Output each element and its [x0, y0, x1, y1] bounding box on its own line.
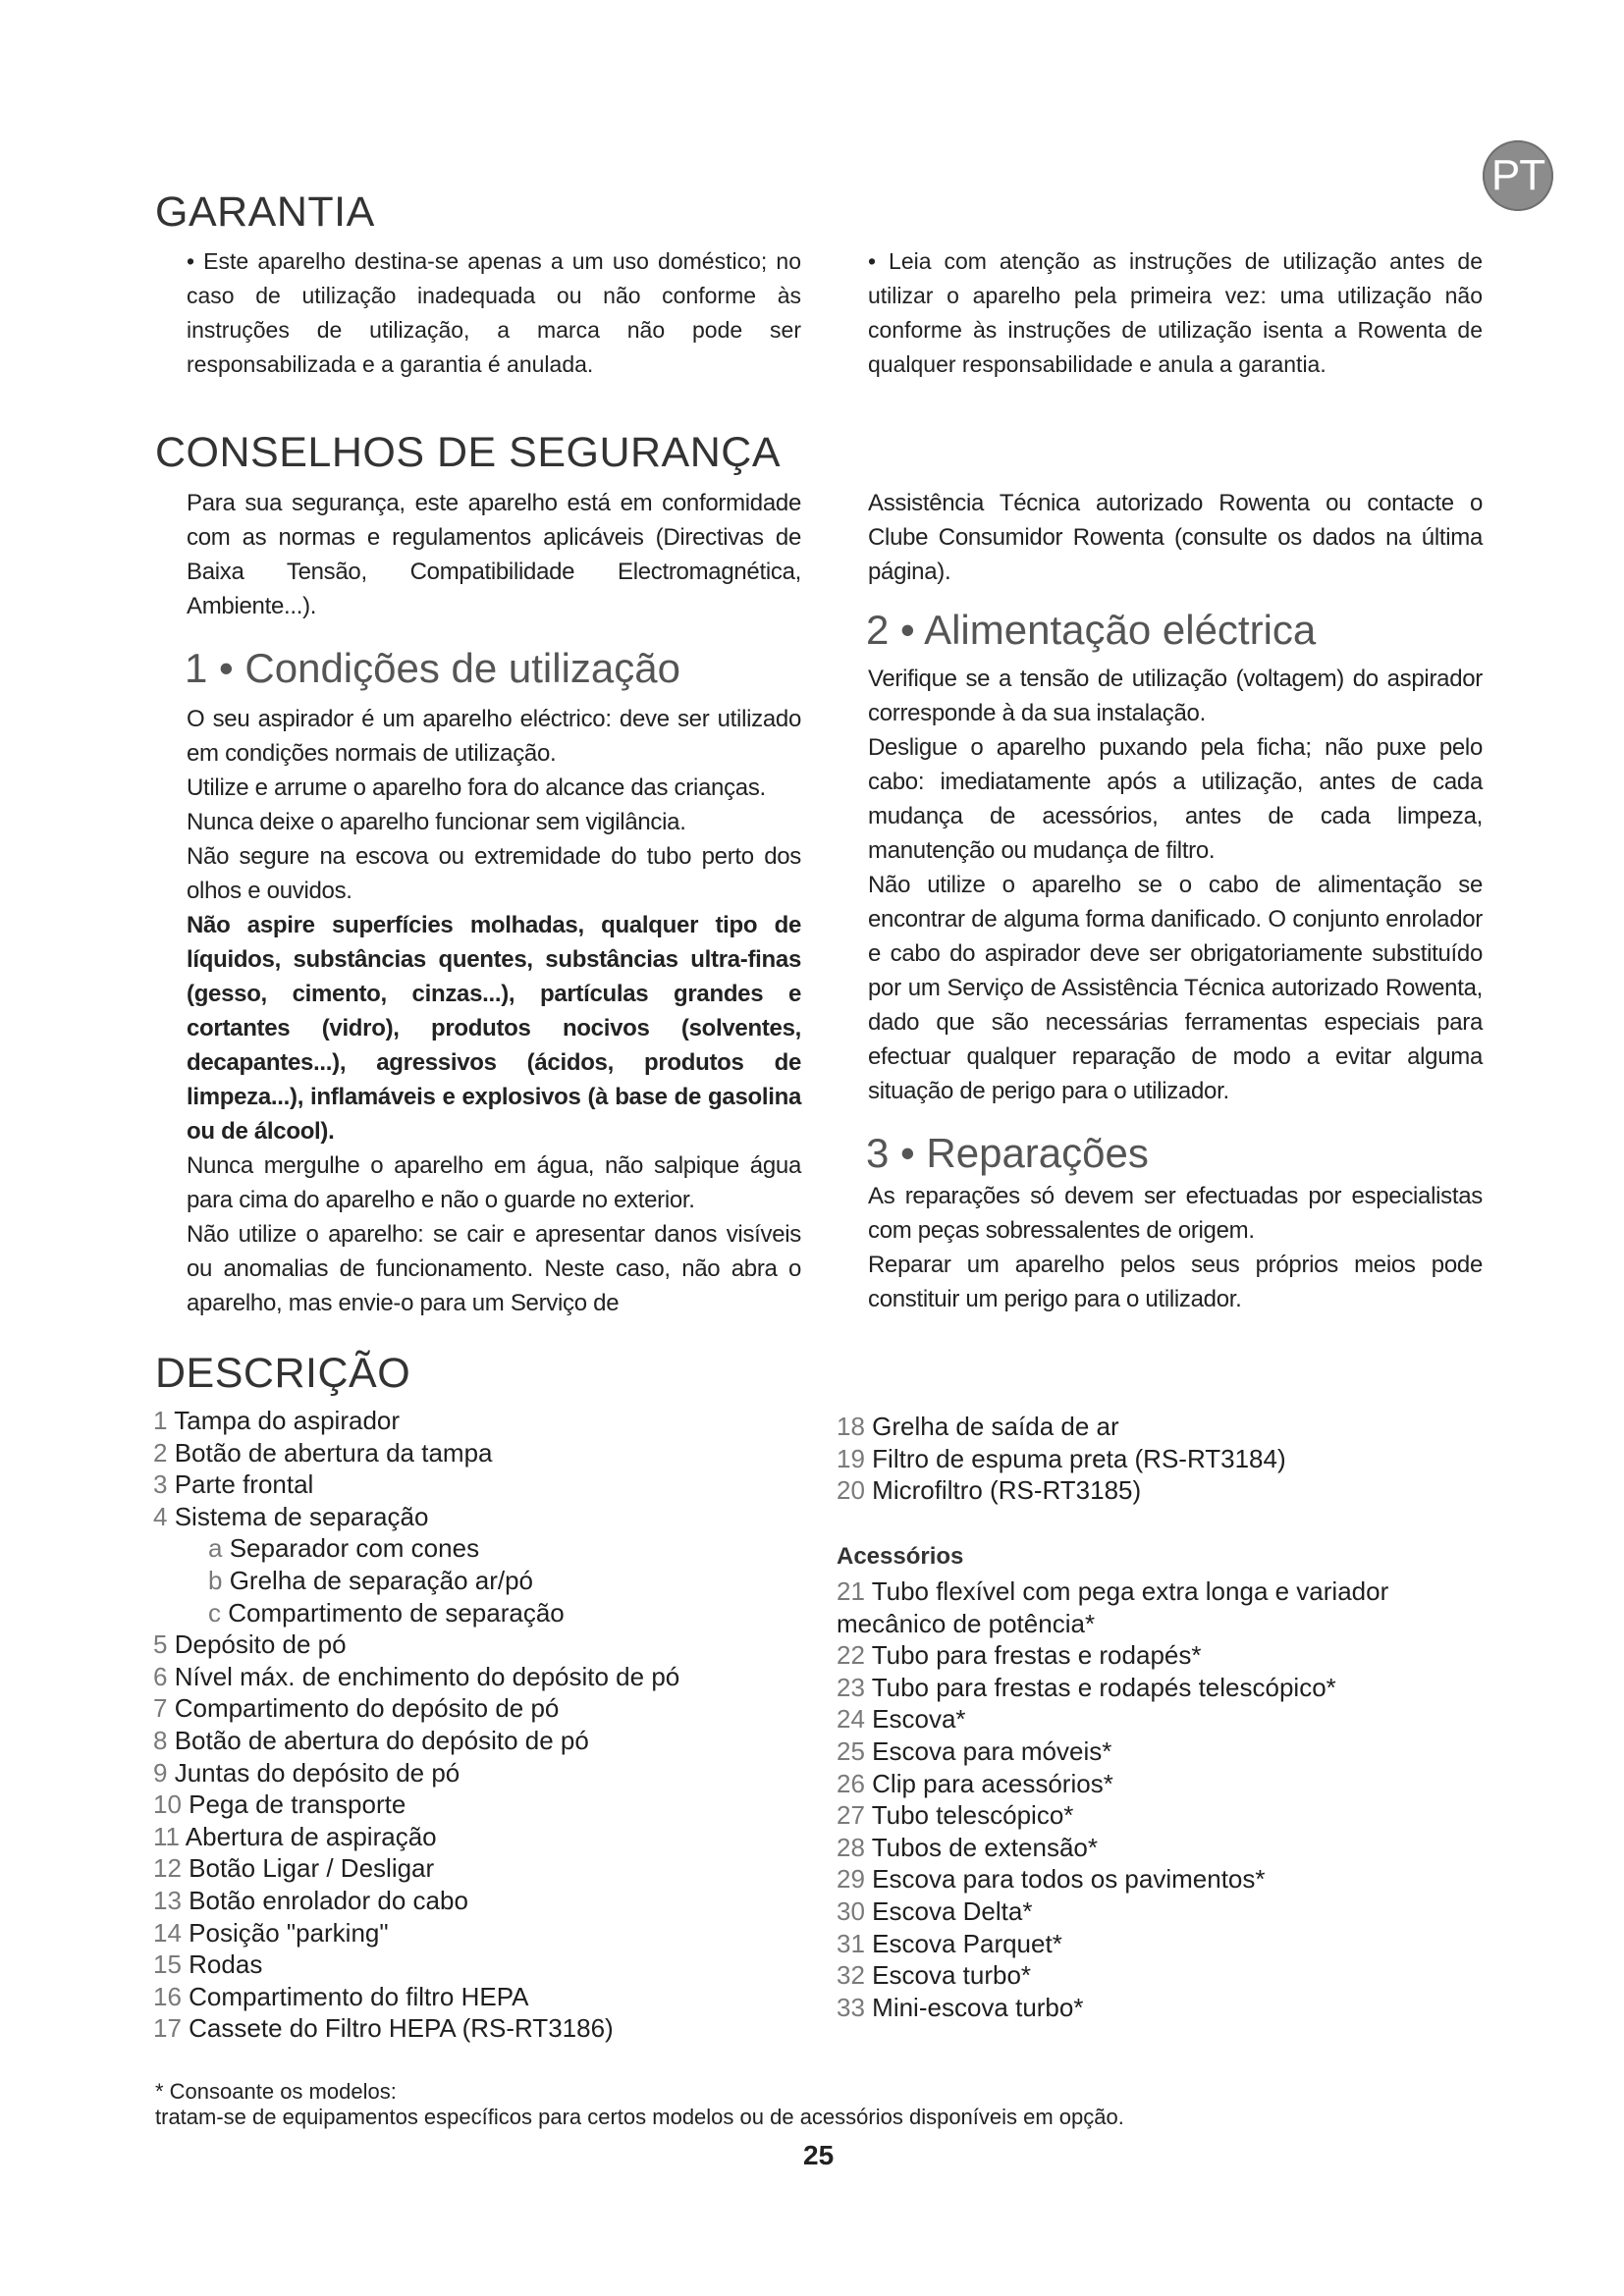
seguranca-title: CONSELHOS DE SEGURANÇA [155, 429, 782, 476]
list-item: 24 Escova* [837, 1704, 966, 1735]
list-item: 20 Microfiltro (RS-RT3185) [837, 1475, 1142, 1506]
list-item: 32 Escova turbo* [837, 1960, 1032, 1991]
list-item: 19 Filtro de espuma preta (RS-RT3184) [837, 1443, 1286, 1473]
list-item: 7 Compartimento do depósito de pó [153, 1693, 560, 1724]
descricao-left-list [153, 1405, 840, 2045]
list-item: 9 Juntas do depósito de pó [153, 1757, 460, 1788]
list-item: 26 Clip para acessórios* [837, 1768, 1113, 1798]
garantia-title: GARANTIA [155, 188, 375, 236]
list-item: 25 Escova para móveis* [837, 1735, 1112, 1766]
footnote-line-1: * Consoante os modelos: [155, 2079, 397, 2104]
page-number: 25 [803, 2140, 835, 2170]
descricao-title: DESCRIÇÃO [155, 1350, 411, 1397]
list-subitem: a Separador com cones [208, 1533, 480, 1564]
seguranca-right-column: Assistência Técnica autorizado Rowenta ou contacte o Clube Consumidor Rowenta (consulte os dados na última página). 2 • Alimentação eléctrica Verifique se a tensão de utilização (voltagem) do aspirador corresponde à da sua instalação. Desligue o aparelho puxando pela ficha; não puxe pelo cabo: imediatamente após a utilização, antes de cada mudança de acessórios, antes de cada limpeza, manutenção ou mudança de filtro. Não utilize o aparelho se o cabo de alimentação se encontrar de alguma forma danificado. O conjunto enrolador e cabo do aspirador deve ser obrigatoriamente substituído por um Serviço de Assistência Técnica autorizado Rowenta, dado que são necessárias ferramentas especiais para efectuar qualquer reparação de modo a evitar alguma situação de perigo para o utilizador. 3 • Reparações As reparações só devem ser efectuadas por especialistas com peças sobressalentes de origem. Reparar um aparelho pelos seus próprios meios pode constituir um perigo para o utilizador. [866, 490, 1483, 1312]
list-subitem: c Compartimento de separação [208, 1597, 565, 1628]
list-item: 8 Botão de abertura do depósito de pó [153, 1725, 589, 1755]
accessories-title: Acessórios [837, 1543, 964, 1570]
list-item: 21 Tubo flexível com pega extra longa e variador mecânico de potência* [837, 1576, 1389, 1638]
list-item: 16 Compartimento do filtro HEPA [153, 1981, 529, 2011]
list-item: 12 Botão Ligar / Desligar [153, 1853, 435, 1884]
list-item: 17 Cassete do Filtro HEPA (RS-RT3186) [153, 2013, 614, 2044]
list-item: 5 Depósito de pó [153, 1629, 347, 1660]
section-1-title: 1 • Condições de utilização [185, 645, 681, 691]
warning-text: Não aspire superfícies molhadas, qualquer tipo de líquidos, substâncias quentes, substâncias ultra-finas (gesso, cimento, cinzas...), partículas grandes e cortantes (vidro), produtos nocivos (solventes, decapantes...), agressivos (ácidos, produtos de limpeza...), inflamáveis e explosivos (à base de gasolina ou de álcool). [187, 912, 801, 1145]
seguranca-left-column: Para sua segurança, este aparelho está em conformidade com as normas e regulamentos aplicáveis (Directivas de Baixa Tensão, Compatibilidade Electromagnética, Ambiente...). 1 • Condições de utilização O seu aspirador é um aparelho eléctrico: deve ser utilizado em condições normais de utilização. Utilize e arrume o aparelho fora do alcance das crianças. Nunca deixe o aparelho funcionar sem vigilância. Não segure na escova ou extremidade do tubo perto dos olhos e ouvidos. Não aspire superfícies molhadas, qualquer tipo de líquidos, substâncias quentes, substâncias ultra-finas (gesso, cimento, cinzas...), partículas grandes e cortantes (vidro), produtos nocivos (solventes, decapantes...), agressivos (ácidos, produtos de limpeza...), inflamáveis e explosivos (à base de gasolina ou de álcool). Nunca mergulhe o aparelho em água, não salpique água para cima do aparelho e não o guarde no exterior. Não utilize o aparelho: se cair e apresentar danos visíveis ou anomalias de funcionamento. Neste caso, não abra o aparelho, mas envie-o para um Serviço de [187, 486, 801, 1320]
list-item: 10 Pega de transporte [153, 1789, 406, 1820]
seguranca-intro: Para sua segurança, este aparelho está em conformidade com as normas e regulamentos aplicáveis (Directivas de Baixa Tensão, Compatibilidade Electromagnética, Ambiente...). [187, 490, 801, 619]
list-item: 28 Tubos de extensão* [837, 1832, 1098, 1862]
list-item: 30 Escova Delta* [837, 1896, 1033, 1926]
list-item: 33 Mini-escova turbo* [837, 1992, 1084, 2022]
list-item: 6 Nível máx. de enchimento do depósito de pó [153, 1661, 680, 1691]
garantia-right-text: • Leia com atenção as instruções de utilização antes de utilizar o aparelho pela primeira vez: uma utilização não conforme às instruções de utilização isenta a Rowenta de qualquer responsabilidade e anula a garantia. [868, 248, 1483, 377]
list-item: 3 Parte frontal [153, 1469, 314, 1500]
accessories-list [837, 1575, 1485, 2023]
language-badge: PT [1483, 140, 1553, 211]
list-item: 31 Escova Parquet* [837, 1928, 1062, 1958]
list-item: 13 Botão enrolador do cabo [153, 1885, 468, 1915]
list-subitem: b Grelha de separação ar/pó [208, 1565, 534, 1595]
list-item: 11 Abertura de aspiração [153, 1821, 437, 1851]
footnote-line-2: tratam-se de equipamentos específicos para certos modelos ou de acessórios disponíveis em opção. [155, 2105, 1124, 2129]
list-item: 18 Grelha de saída de ar [837, 1412, 1119, 1441]
garantia-left-text: • Este aparelho destina-se apenas a um uso doméstico; no caso de utilização inadequada ou não conforme às instruções de utilização, a marca não pode ser responsabilizada e a garantia é anulada. [187, 248, 801, 377]
list-item: 22 Tubo para frestas e rodapés* [837, 1640, 1202, 1671]
list-item: 27 Tubo telescópico* [837, 1800, 1074, 1831]
descricao-right-list [837, 1411, 1504, 1507]
section-2-title: 2 • Alimentação eléctrica [866, 607, 1317, 653]
list-item: 15 Rodas [153, 1949, 263, 1980]
list-item: 1 Tampa do aspirador [153, 1406, 401, 1435]
list-item: 4 Sistema de separação [153, 1501, 429, 1531]
section-3-title: 3 • Reparações [866, 1130, 1149, 1176]
list-item: 14 Posição "parking" [153, 1917, 389, 1948]
list-item: 2 Botão de abertura da tampa [153, 1437, 493, 1468]
list-item: 23 Tubo para frestas e rodapés telescópico* [837, 1672, 1336, 1702]
list-item: 29 Escova para todos os pavimentos* [837, 1864, 1266, 1895]
